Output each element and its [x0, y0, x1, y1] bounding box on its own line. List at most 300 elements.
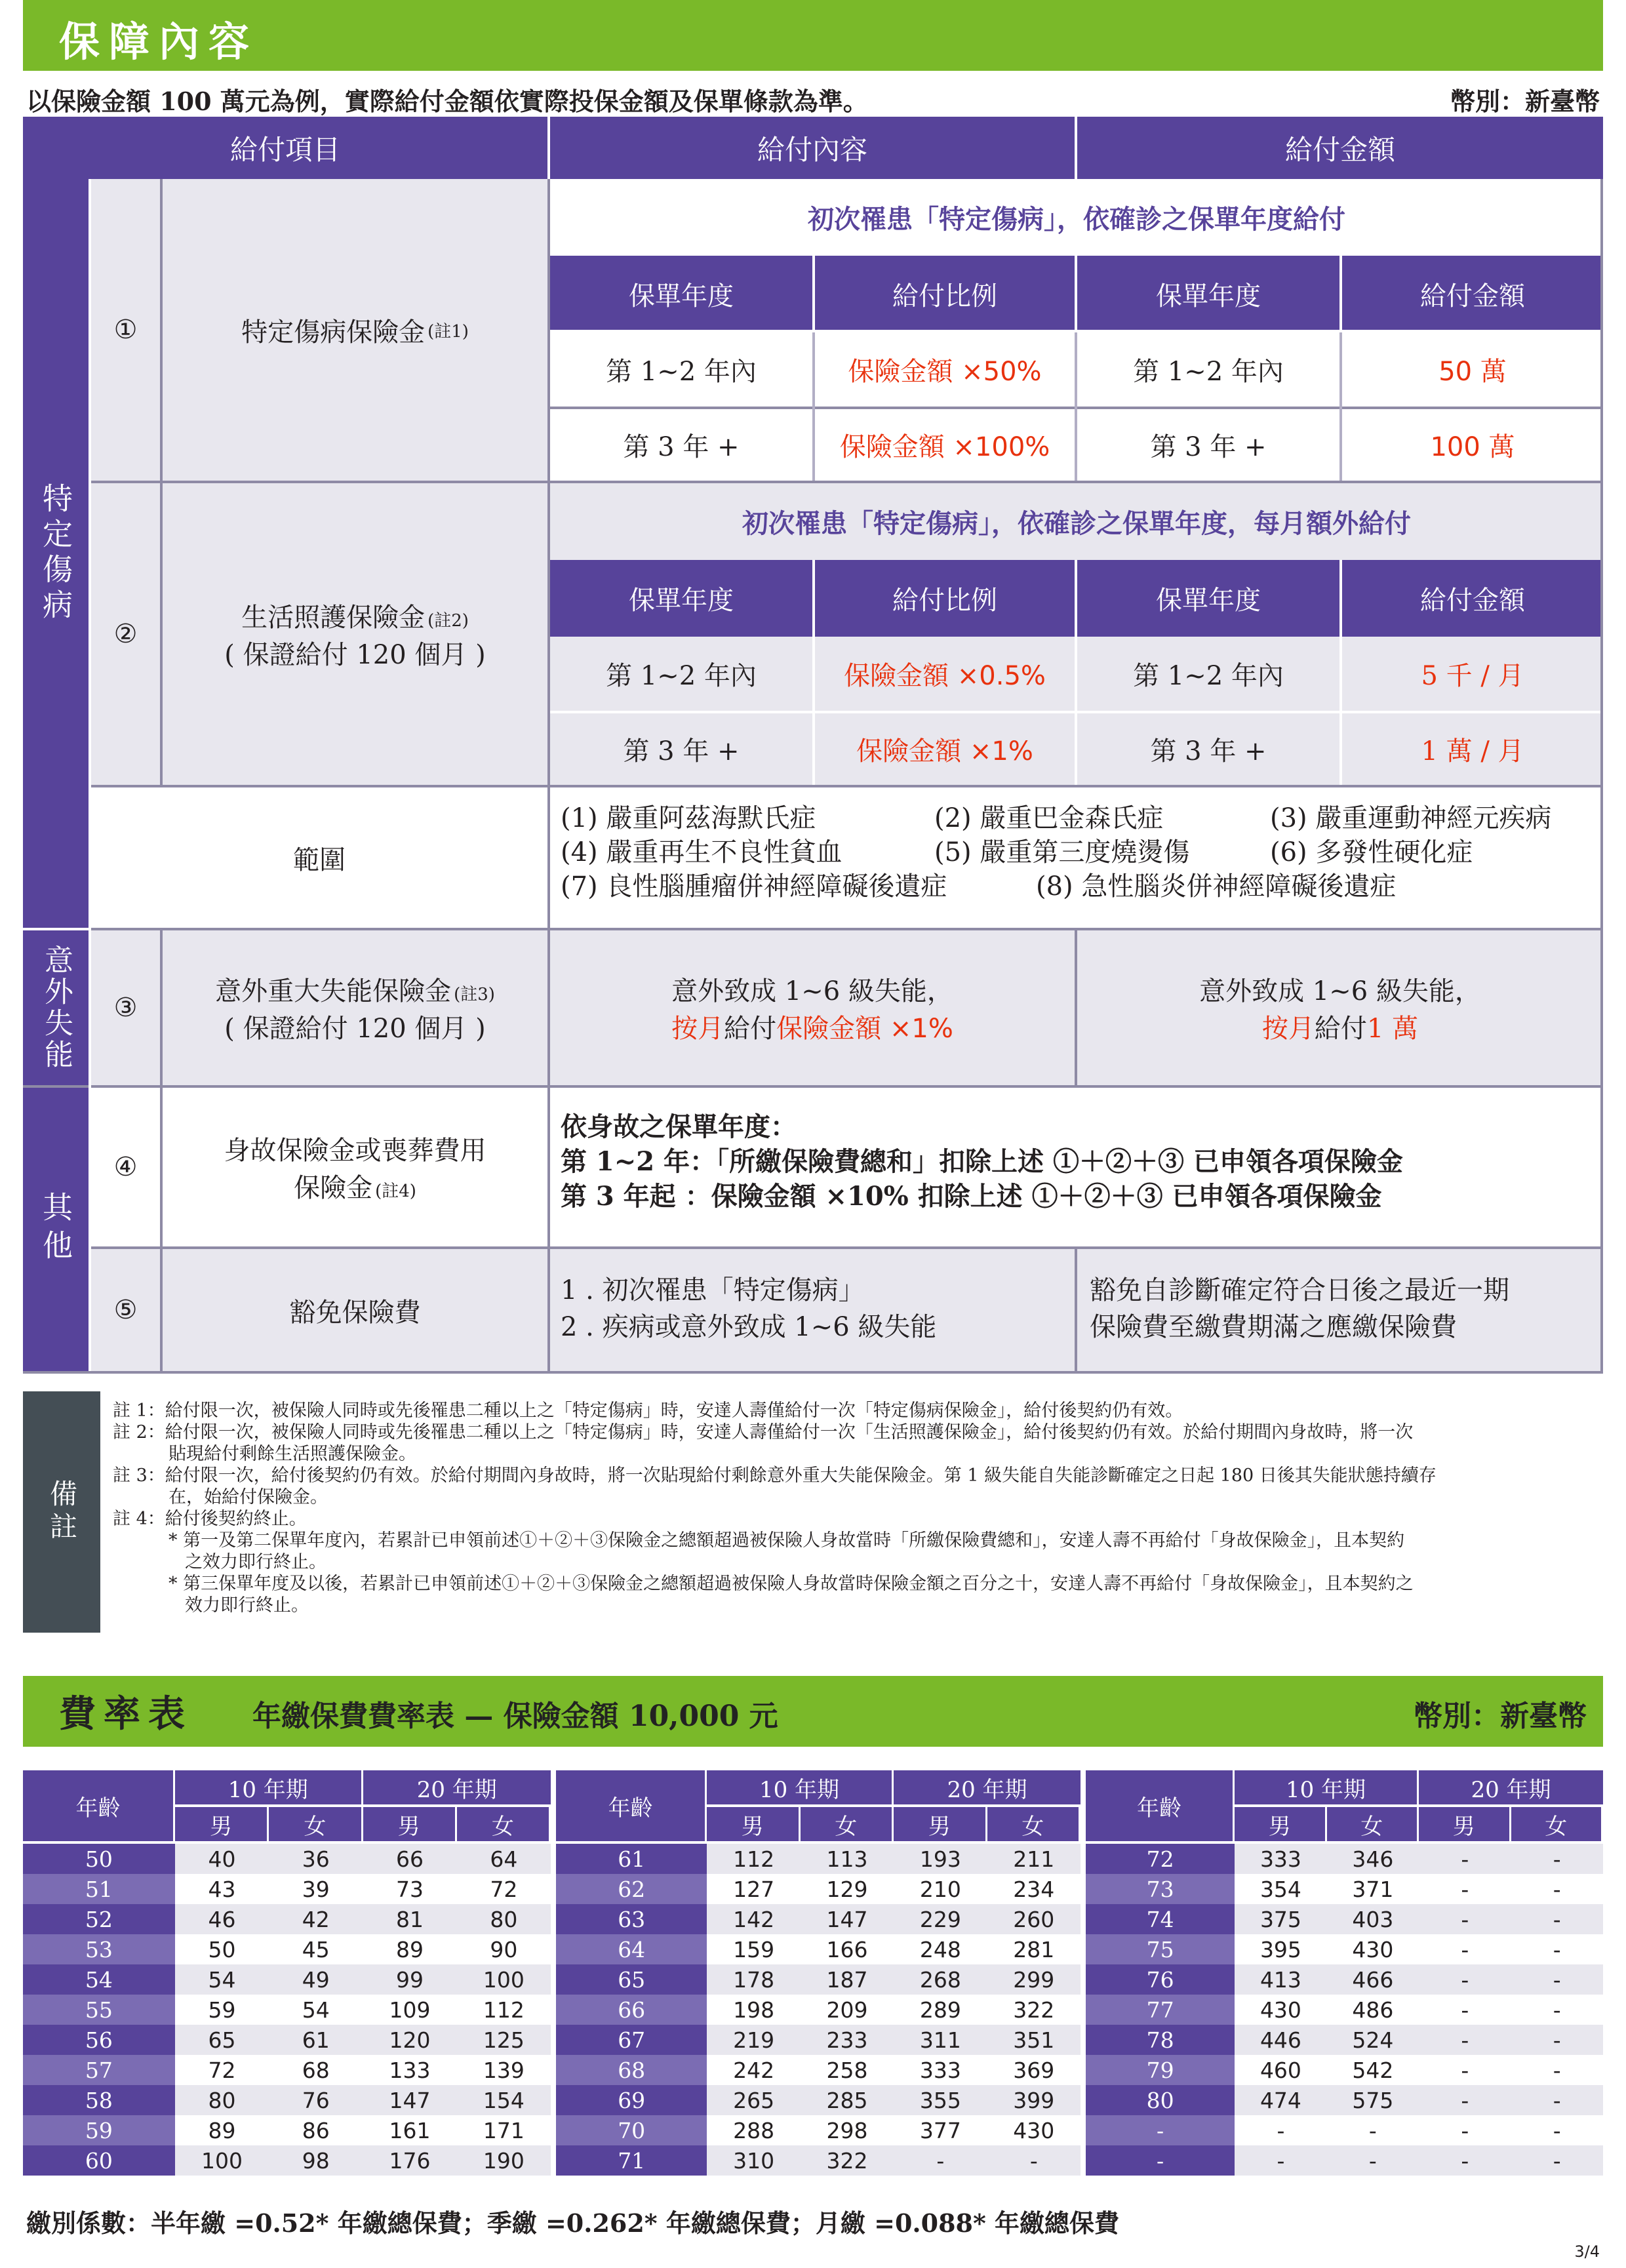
- notes-label: 備註: [23, 1391, 100, 1633]
- rate-value: -: [1419, 2145, 1511, 2176]
- grid-line: [23, 1085, 1603, 1088]
- grid-line: [91, 928, 1603, 930]
- group-specific: 特定傷病: [23, 179, 89, 928]
- rate-value: 125: [457, 2025, 551, 2055]
- rate-value: 142: [707, 1904, 800, 1934]
- rate-age: -: [1086, 2145, 1235, 2176]
- rate-row: [23, 2145, 551, 2176]
- rate-value: 112: [483, 1997, 525, 2023]
- rate-value: 166: [826, 1936, 868, 1962]
- rate-age: 65: [556, 1964, 707, 1995]
- rate-value: 346: [1327, 1844, 1419, 1874]
- section-header-coverage: [23, 0, 1603, 71]
- rate-value: 65: [175, 2025, 269, 2055]
- rate-value: -: [1461, 2117, 1469, 2143]
- rate-value: 81: [363, 1904, 456, 1934]
- rate-value: 171: [483, 2117, 525, 2143]
- rate-value: 66: [363, 1844, 456, 1874]
- rate-value: 40: [175, 1844, 269, 1874]
- b2-r1-amount: 5 千 / 月: [1421, 661, 1524, 691]
- rate-header-age: 年齡: [23, 1770, 173, 1841]
- rate-value: 265: [707, 2085, 800, 2115]
- grid-line: [91, 1246, 1603, 1249]
- rate-age: 68: [556, 2055, 707, 2085]
- grid-line: [160, 179, 163, 785]
- rate-header-10y: 10 年期: [1235, 1770, 1417, 1804]
- rate-value: 281: [1013, 1936, 1055, 1962]
- rate-row: [556, 2025, 1081, 2055]
- rate-age: 62: [556, 1874, 707, 1904]
- grid-line: [91, 481, 1603, 483]
- b1-r1-year2: 第 1~2 年內: [1133, 357, 1284, 387]
- rate-row: [23, 1934, 551, 1964]
- rate-value: 430: [1259, 1997, 1301, 2023]
- rate-value: -: [1553, 1997, 1561, 2023]
- rate-value: 109: [389, 1997, 431, 2023]
- rate-header-10y: 10 年期: [175, 1770, 361, 1804]
- grid-line: [1339, 637, 1342, 785]
- scope-item-8: (8) 急性腦炎併神經障礙後遺症: [1036, 871, 1397, 902]
- benefit5-name: 豁免保險費: [289, 1297, 421, 1328]
- rate-value: -: [1461, 2057, 1469, 2083]
- scope-item-7: (7) 良性腦腫瘤併神經障礙後遺症: [561, 871, 947, 902]
- rate-value: 154: [457, 2085, 551, 2115]
- rate-row: [23, 1964, 551, 1995]
- rate-age: 64: [556, 1934, 707, 1964]
- b2-r2-amount: 1 萬 / 月: [1421, 736, 1524, 766]
- benefit5-amount: 豁免自診斷確定符合日後之最近一期 保險費至繳費期滿之應繳保險費: [1090, 1275, 1509, 1342]
- rate-value: 258: [826, 2057, 868, 2083]
- rate-header-female: 女: [987, 1807, 1079, 1841]
- rate-value: 86: [302, 2117, 330, 2143]
- rate-value: 190: [457, 2145, 551, 2176]
- rate-value: 355: [894, 2085, 987, 2115]
- rate-value: 430: [1352, 1936, 1394, 1962]
- note-4a2: 之效力即行終止。: [185, 1552, 327, 1572]
- modal-factor: 繳別係數：半年繳 =0.52* 年繳總保費；季繳 =0.262* 年繳總保費；月繳 =0.088* 年繳總保費: [26, 2208, 1120, 2238]
- notes-body: [113, 1400, 1601, 1616]
- rate-row: [23, 2055, 551, 2085]
- grid-line: [89, 179, 91, 1371]
- header-item: 給付項目: [23, 117, 547, 179]
- rate-title: 費率表: [59, 1692, 193, 1736]
- rate-value: -: [1553, 2117, 1561, 2143]
- rate-age: 67: [556, 2025, 707, 2055]
- rate-value: 542: [1352, 2057, 1394, 2083]
- rate-value: 45: [302, 1936, 330, 1962]
- rate-value: -: [894, 2145, 987, 2176]
- rate-value: -: [1419, 1904, 1511, 1934]
- rate-value: 298: [826, 2117, 868, 2143]
- b1-r2-amount: 100 萬: [1430, 432, 1515, 462]
- benefit2-name: 生活照護保險金 (註2) ( 保證給付 120 個月 ): [224, 603, 486, 670]
- rate-age: 53: [23, 1934, 175, 1964]
- rate-header-male: 男: [894, 1807, 985, 1841]
- header-amount: 給付金額: [1077, 117, 1603, 179]
- note-2b: 貼現給付剩餘生活照護保險金。: [169, 1444, 416, 1464]
- rate-value: 229: [894, 1904, 987, 1934]
- rate-value: 68: [302, 2057, 330, 2083]
- rate-row: [1086, 2085, 1603, 2115]
- rate-value: -: [1511, 2025, 1603, 2055]
- scope-list: [561, 801, 1596, 919]
- rate-header-male: 男: [1235, 1807, 1325, 1841]
- rate-value: 50: [208, 1936, 236, 1962]
- rate-value: 80: [457, 1904, 551, 1934]
- rate-value: 129: [826, 1876, 868, 1902]
- rate-value: 311: [894, 2025, 987, 2055]
- rate-row: [1086, 2055, 1603, 2085]
- rate-value: 377: [919, 2117, 961, 2143]
- rate-value: -: [1419, 2025, 1511, 2055]
- rate-value: -: [1461, 1876, 1469, 1902]
- rate-value: -: [1511, 2085, 1603, 2115]
- grid-line: [812, 637, 815, 785]
- grid-line: [547, 179, 550, 1371]
- rate-age: 69: [556, 2085, 707, 2115]
- benefit3-amount: 意外致成 1~6 級失能， 按月給付1 萬: [1199, 976, 1481, 1044]
- rate-row: [1086, 2025, 1603, 2055]
- intro-text: 以保險金額 100 萬元為例，實際給付金額依實際投保金額及保單條款為準。: [26, 87, 868, 116]
- rate-value: 80: [175, 2085, 269, 2115]
- rate-age: 50: [23, 1844, 175, 1874]
- rate-age: 61: [556, 1844, 707, 1874]
- b4-line-2: 第 1~2 年：「所繳保險費總和」扣除上述 ①＋②＋③ 已申領各項保險金: [561, 1146, 1403, 1177]
- rate-value: 322: [1013, 1997, 1055, 2023]
- benefit4-name: 身故保險金或喪葬費用 保險金 (註4): [224, 1136, 486, 1203]
- rate-age: 71: [556, 2145, 707, 2176]
- benefit1-name: 特定傷病保險金 (註1): [241, 317, 469, 348]
- rate-value: 99: [363, 1964, 456, 1995]
- rate-value: 89: [208, 2117, 236, 2143]
- benefit4-num: ④: [113, 1152, 138, 1182]
- rate-age: 60: [23, 2145, 175, 2176]
- rate-value: 36: [269, 1844, 363, 1874]
- rate-value: 446: [1235, 2025, 1326, 2055]
- rate-row: [556, 2085, 1081, 2115]
- rate-age: 77: [1086, 1995, 1235, 2025]
- rate-value: 59: [208, 1997, 236, 2023]
- rate-value: -: [1511, 2145, 1603, 2176]
- scope-item-2: (2) 嚴重巴金森氏症: [934, 803, 1164, 833]
- group-accident: 意外失能: [23, 930, 89, 1085]
- rate-value: 64: [457, 1844, 551, 1874]
- grid-line: [1075, 930, 1077, 1085]
- rate-row: [556, 1904, 1081, 1934]
- rate-header-age: 年齡: [556, 1770, 705, 1841]
- rate-value: -: [1553, 1876, 1561, 1902]
- note-4b: * 第三保單年度及以後，若累計已申領前述①＋②＋③保險金之總額超過被保險人身故當時保險金額之百分之十，安達人壽不再給付「身故保險金」，且本契約之: [169, 1574, 1414, 1594]
- scope-item-4: (4) 嚴重再生不良性貧血: [561, 837, 843, 867]
- rate-row: [1086, 1964, 1603, 1995]
- rate-value: 127: [733, 1876, 775, 1902]
- b2-sub-amount: 給付金額: [1342, 560, 1603, 637]
- rate-value: 299: [987, 1964, 1081, 1995]
- b2-sub-ratio: 給付比例: [815, 560, 1075, 637]
- rate-value: -: [1461, 1997, 1469, 2023]
- rate-age: 72: [1086, 1844, 1235, 1874]
- grid-line: [23, 1371, 1603, 1374]
- rate-value: 187: [801, 1964, 894, 1995]
- rate-value: 210: [919, 1876, 961, 1902]
- rate-age: 54: [23, 1964, 175, 1995]
- rate-header-female: 女: [1327, 1807, 1418, 1841]
- rate-value: 310: [707, 2145, 800, 2176]
- rate-header-20y: 20 年期: [894, 1770, 1081, 1804]
- rate-age: 66: [556, 1995, 707, 2025]
- rate-age: 56: [23, 2025, 175, 2055]
- benefit3-name: 意外重大失能保險金 (註3) ( 保證給付 120 個月 ): [215, 976, 495, 1044]
- rate-value: 98: [269, 2145, 363, 2176]
- benefit5-num: ⑤: [113, 1295, 138, 1325]
- rate-value: 211: [987, 1844, 1081, 1874]
- rate-row: [23, 1844, 551, 1874]
- rate-header-20y: 20 年期: [363, 1770, 551, 1804]
- rate-value: 147: [801, 1904, 894, 1934]
- b2-r2-ratio: 保險金額 ×1%: [856, 736, 1033, 766]
- section-title: 保障內容: [59, 18, 259, 66]
- rate-value: 575: [1327, 2085, 1419, 2115]
- b1-sub-amount: 給付金額: [1342, 256, 1603, 332]
- rate-value: 219: [707, 2025, 800, 2055]
- note-3b: 在，始給付保險金。: [169, 1487, 328, 1507]
- header-content: 給付內容: [550, 117, 1075, 179]
- rate-value: 333: [1235, 1844, 1326, 1874]
- rate-value: 100: [175, 2145, 269, 2176]
- note-2: 註 2：給付限一次，被保險人同時或先後罹患二種以上之「特定傷病」時，安達人壽僅給付一次「生活照護保險金」，給付後契約仍有效。於給付期間內身故時，將一次: [113, 1422, 1414, 1442]
- rate-header-male: 男: [1419, 1807, 1509, 1841]
- rate-value: 354: [1259, 1876, 1301, 1902]
- rate-value: 43: [208, 1876, 236, 1902]
- rate-value: -: [1419, 1964, 1511, 1995]
- benefit3-num: ③: [113, 993, 138, 1023]
- rate-age: 59: [23, 2115, 175, 2145]
- rate-row: [1086, 1934, 1603, 1964]
- rate-value: -: [1461, 1936, 1469, 1962]
- grid-line: [91, 785, 1603, 787]
- benefit2-desc: 初次罹患「特定傷病」，依確診之保單年度，每月額外給付: [742, 508, 1411, 539]
- rate-value: 90: [490, 1936, 518, 1962]
- grid-line: [1075, 332, 1077, 481]
- rate-value: 288: [733, 2117, 775, 2143]
- note-4b2: 效力即行終止。: [185, 1595, 309, 1616]
- rate-value: 524: [1327, 2025, 1419, 2055]
- rate-age: 74: [1086, 1904, 1235, 1934]
- rate-row: [556, 1874, 1081, 1904]
- b2-r2-year2: 第 3 年 +: [1150, 736, 1267, 766]
- rate-age: 75: [1086, 1934, 1235, 1964]
- rate-age: 63: [556, 1904, 707, 1934]
- b2-r1-year: 第 1~2 年內: [606, 661, 757, 691]
- note-4a: * 第一及第二保單年度內，若累計已申領前述①＋②＋③保險金之總額超過被保險人身故當時「所繳保險費總和」，安達人壽不再給付「身故保險金」，且本契約: [169, 1530, 1405, 1551]
- rate-age: 73: [1086, 1874, 1235, 1904]
- rate-age: 80: [1086, 2085, 1235, 2115]
- rate-value: 139: [483, 2057, 525, 2083]
- rate-value: -: [1277, 2117, 1285, 2143]
- rate-header-age: 年齡: [1086, 1770, 1233, 1841]
- rate-age: 70: [556, 2115, 707, 2145]
- rate-age: 79: [1086, 2055, 1235, 2085]
- rate-value: 72: [490, 1876, 518, 1902]
- rate-value: 233: [801, 2025, 894, 2055]
- rate-value: 193: [894, 1844, 987, 1874]
- rate-value: 460: [1259, 2057, 1301, 2083]
- benefit5-content: 1 . 初次罹患「特定傷病」 2 . 疾病或意外致成 1~6 級失能: [561, 1275, 937, 1342]
- scope-item-6: (6) 多發性硬化症: [1270, 837, 1473, 867]
- rate-row: [556, 2115, 1081, 2145]
- rate-age: -: [1086, 2115, 1235, 2145]
- rate-value: 89: [396, 1936, 424, 1962]
- rate-value: 178: [707, 1964, 800, 1995]
- scope-item-3: (3) 嚴重運動神經元疾病: [1270, 803, 1552, 833]
- rate-value: 333: [919, 2057, 961, 2083]
- rate-row: [1086, 1904, 1603, 1934]
- rate-value: 112: [707, 1844, 800, 1874]
- rate-value: 413: [1235, 1964, 1326, 1995]
- b1-r1-ratio: 保險金額 ×50%: [848, 357, 1042, 387]
- rate-row: [556, 1844, 1081, 1874]
- rate-value: 399: [987, 2085, 1081, 2115]
- rate-value: 72: [208, 2057, 236, 2083]
- rate-age: 76: [1086, 1964, 1235, 1995]
- rate-value: 39: [302, 1876, 330, 1902]
- rate-value: 285: [801, 2085, 894, 2115]
- rate-row: [23, 1874, 551, 1904]
- rate-row: [23, 2085, 551, 2115]
- rate-value: -: [1419, 2085, 1511, 2115]
- rate-value: 176: [363, 2145, 456, 2176]
- rate-row: [23, 2115, 551, 2145]
- b2-sub-year2: 保單年度: [1077, 560, 1339, 637]
- b1-r1-amount: 50 萬: [1438, 357, 1507, 387]
- rate-value: 49: [269, 1964, 363, 1995]
- rate-value: -: [1553, 2057, 1561, 2083]
- grid-line: [1075, 637, 1077, 785]
- rate-value: 209: [826, 1997, 868, 2023]
- grid-line: [1600, 179, 1603, 1371]
- b1-sub-ratio: 給付比例: [815, 256, 1075, 332]
- page-number: 3/4: [1574, 2242, 1600, 2261]
- rate-value: 46: [175, 1904, 269, 1934]
- rate-age: 55: [23, 1995, 175, 2025]
- rate-subtitle: 年繳保費費率表 — 保險金額 10,000 元: [252, 1700, 778, 1733]
- rate-value: 133: [389, 2057, 431, 2083]
- benefit2-num: ②: [113, 619, 138, 649]
- group-other: 其他: [23, 1088, 89, 1371]
- b2-r1-year2: 第 1~2 年內: [1133, 661, 1284, 691]
- rate-value: 54: [302, 1997, 330, 2023]
- b4-line-1: 依身故之保單年度：: [561, 1111, 797, 1142]
- rate-value: 375: [1235, 1904, 1326, 1934]
- rate-value: 113: [801, 1844, 894, 1874]
- rate-value: -: [987, 2145, 1081, 2176]
- benefit4-content: [561, 1109, 1596, 1214]
- rate-row: [556, 2145, 1081, 2176]
- currency-label: 幣別：新臺幣: [1450, 87, 1600, 116]
- rate-value: 474: [1235, 2085, 1326, 2115]
- note-3: 註 3：給付限一次，給付後契約仍有效。於給付期間內身故時，將一次貼現給付剩餘意外重大失能保險金。第 1 級失能自失能診斷確定之日起 180 日後其失能狀態持續存: [113, 1465, 1437, 1486]
- rate-row: [556, 1964, 1081, 1995]
- rate-value: 289: [919, 1997, 961, 2023]
- rate-value: -: [1553, 1936, 1561, 1962]
- grid-line: [812, 332, 815, 481]
- note-1: 註 1：給付限一次，被保險人同時或先後罹患二種以上之「特定傷病」時，安達人壽僅給付一次「特定傷病保險金」，給付後契約仍有效。: [113, 1401, 1183, 1421]
- rate-age: 78: [1086, 2025, 1235, 2055]
- rate-value: 403: [1327, 1904, 1419, 1934]
- b2-sub-year: 保單年度: [550, 560, 812, 637]
- rate-value: 100: [457, 1964, 551, 1995]
- rate-value: 242: [733, 2057, 775, 2083]
- b1-r1-year: 第 1~2 年內: [606, 357, 757, 387]
- benefit1-num: ①: [113, 315, 138, 345]
- grid-line: [1339, 332, 1342, 481]
- rate-value: -: [1511, 1904, 1603, 1934]
- grid-line: [1075, 1249, 1077, 1371]
- rate-row: [1086, 1844, 1603, 1874]
- rate-table-3: [1086, 1844, 1603, 2176]
- rate-value: 322: [801, 2145, 894, 2176]
- rate-header-male: 男: [363, 1807, 455, 1841]
- rate-age: 57: [23, 2055, 175, 2085]
- rate-table-1: [23, 1844, 551, 2176]
- rate-row: [1086, 2145, 1603, 2176]
- b1-r2-year2: 第 3 年 +: [1150, 432, 1267, 462]
- rate-row: [556, 1995, 1081, 2025]
- rate-value: 73: [396, 1876, 424, 1902]
- rate-value: 466: [1327, 1964, 1419, 1995]
- b1-sub-year: 保單年度: [550, 256, 812, 332]
- benefit3-content: 意外致成 1~6 級失能， 按月給付保險金額 ×1%: [671, 976, 953, 1044]
- rate-value: -: [1235, 2145, 1326, 2176]
- rate-value: 371: [1352, 1876, 1394, 1902]
- rate-value: 42: [269, 1904, 363, 1934]
- rate-age: 58: [23, 2085, 175, 2115]
- rate-header-10y: 10 年期: [707, 1770, 892, 1804]
- rate-value: 234: [1013, 1876, 1055, 1902]
- rate-value: 260: [987, 1904, 1081, 1934]
- rate-row: [23, 2025, 551, 2055]
- rate-row: [23, 1904, 551, 1934]
- b1-r2-ratio: 保險金額 ×100%: [839, 432, 1050, 462]
- rate-value: 351: [987, 2025, 1081, 2055]
- rate-age: 52: [23, 1904, 175, 1934]
- rate-value: 430: [1013, 2117, 1055, 2143]
- rate-header-female: 女: [801, 1807, 892, 1841]
- b1-r2-year: 第 3 年 +: [623, 432, 740, 462]
- rate-header-20y: 20 年期: [1419, 1770, 1603, 1804]
- rate-row: [23, 1995, 551, 2025]
- rate-value: 54: [175, 1964, 269, 1995]
- rate-value: -: [1368, 2117, 1377, 2143]
- rate-header-female: 女: [269, 1807, 361, 1841]
- rate-header-female: 女: [1511, 1807, 1602, 1841]
- rate-row: [556, 1934, 1081, 1964]
- rate-currency: 幣別：新臺幣: [1414, 1700, 1587, 1733]
- rate-value: 248: [919, 1936, 961, 1962]
- rate-table-2: [556, 1844, 1081, 2176]
- grid-line: [160, 930, 163, 1371]
- benefit1-desc: 初次罹患「特定傷病」，依確診之保單年度給付: [808, 204, 1345, 235]
- scope-item-5: (5) 嚴重第三度燒燙傷: [934, 837, 1190, 867]
- rate-value: 268: [894, 1964, 987, 1995]
- rate-row: [1086, 2115, 1603, 2145]
- rate-value: -: [1327, 2145, 1419, 2176]
- rate-value: 76: [269, 2085, 363, 2115]
- rate-value: 61: [269, 2025, 363, 2055]
- rate-row: [1086, 1995, 1603, 2025]
- rate-value: 120: [363, 2025, 456, 2055]
- b4-line-3: 第 3 年起 ：保險金額 ×10% 扣除上述 ①＋②＋③ 已申領各項保險金: [561, 1181, 1382, 1212]
